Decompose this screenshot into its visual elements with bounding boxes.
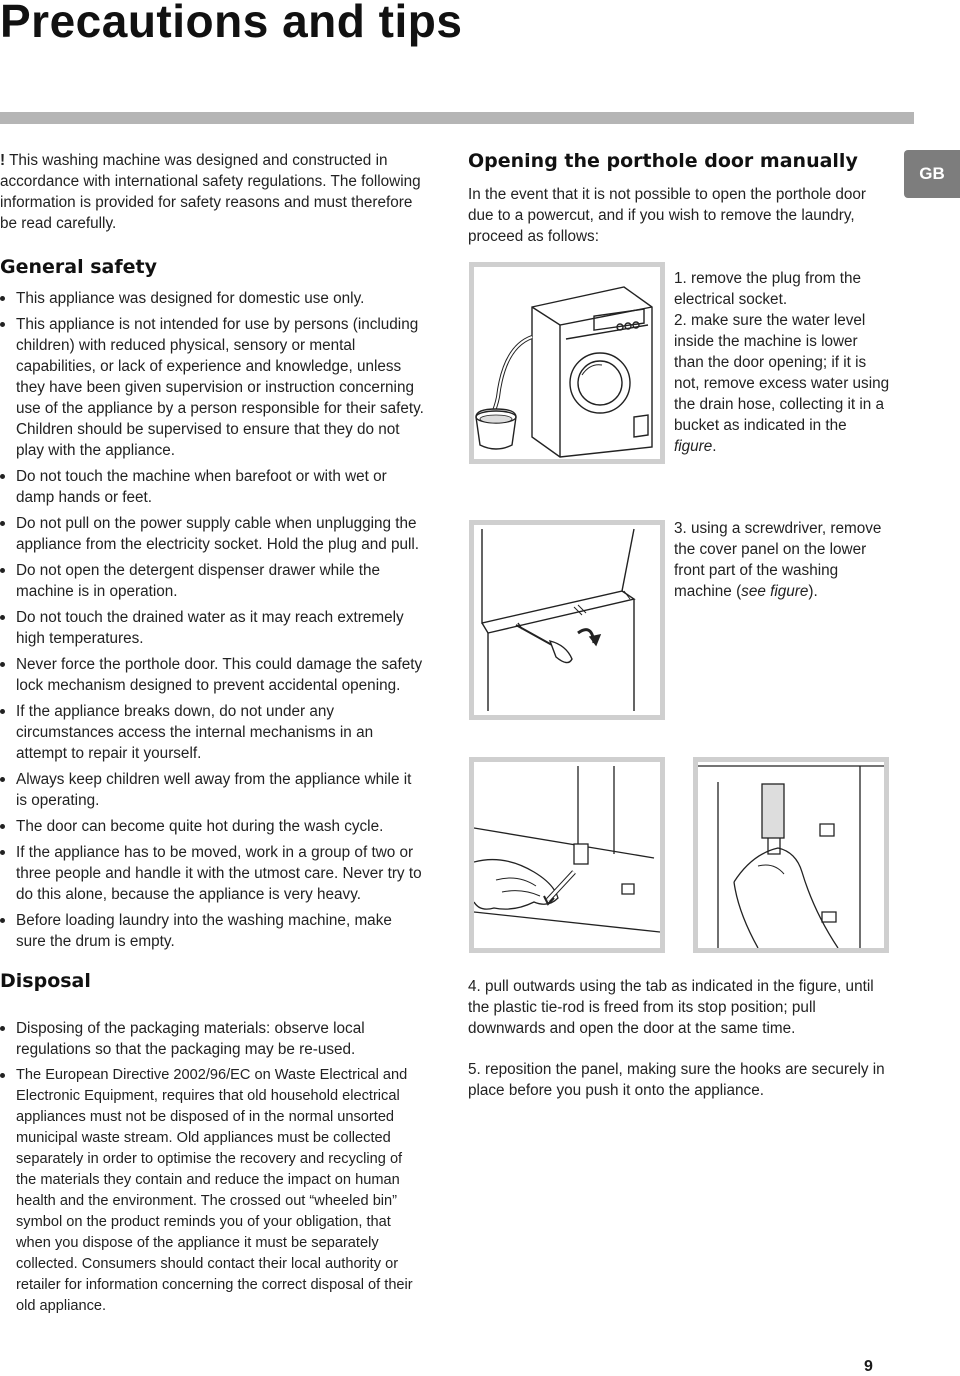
language-tab: GB xyxy=(904,150,960,198)
step-2-text: 2. make sure the water level inside the machine is lower than the door opening; if it is not, remove excess water using the drain hose, collecting it in a bucket as indicated in the xyxy=(674,312,890,434)
step-2 xyxy=(674,310,890,457)
step-3 xyxy=(674,518,886,602)
hand-pull-tab-illustration xyxy=(474,762,660,948)
list-item: Always keep children well away from the appliance while it is operating. xyxy=(0,769,424,811)
general-safety-list xyxy=(0,288,424,952)
step-3-figure-ref: see figure xyxy=(741,583,809,600)
list-item: Disposing of the packaging materials: observe local regulations so that the packaging may be re-used. xyxy=(0,1018,424,1060)
step-2-figure-ref: figure xyxy=(674,438,713,455)
step-3-end: ). xyxy=(808,583,818,600)
list-item: Do not touch the machine when barefoot or with wet or damp hands or feet. xyxy=(0,466,424,508)
list-item: Never force the porthole door. This could damage the safety lock mechanism designed to prevent accidental opening. xyxy=(0,654,424,696)
porthole-intro: In the event that it is not possible to open the porthole door due to a powercut, and if you wish to remove the laundry, proceed as follows: xyxy=(468,186,866,245)
list-item: Do not touch the drained water as it may reach extremely high temperatures. xyxy=(0,607,424,649)
hand-pull-down-illustration xyxy=(698,762,884,948)
intro-text: This washing machine was designed and constructed in accordance with international safety regulations. The following information is provided for safety reasons and must therefore be read carefully. xyxy=(0,152,421,232)
figure-pull-tab-right xyxy=(693,757,889,953)
step-3-text: 3. using a screwdriver, remove the cover panel on the lower front part of the washing machine ( xyxy=(674,520,882,600)
panel-screwdriver-illustration xyxy=(474,525,660,715)
list-item: If the appliance has to be moved, work in a group of two or three people and handle it with the utmost care. Never try to do this alone, because the appliance is very heavy. xyxy=(0,842,424,905)
warning-mark: ! xyxy=(0,152,6,169)
step-2-end: . xyxy=(712,438,717,455)
step-1: 1. remove the plug from the electrical socket. xyxy=(674,270,862,308)
figure-drain-hose-bucket xyxy=(469,262,665,464)
step-5: 5. reposition the panel, making sure the hooks are securely in place before you push it onto the appliance. xyxy=(468,1061,885,1099)
disposal-heading: Disposal xyxy=(0,970,91,992)
page-title: Precautions and tips xyxy=(0,0,463,47)
list-item: Do not open the detergent dispenser drawer while the machine is in operation. xyxy=(0,560,424,602)
left-column xyxy=(0,150,424,1322)
list-item: Before loading laundry into the washing machine, make sure the drum is empty. xyxy=(0,910,424,952)
washing-machine-illustration xyxy=(474,267,660,459)
step-4: 4. pull outwards using the tab as indicated in the figure, until the plastic tie-rod is freed from its stop position; pull downwards and open the door at the same time. xyxy=(468,978,874,1037)
general-safety-heading: General safety xyxy=(0,256,157,278)
figure-pull-tab-left xyxy=(469,757,665,953)
right-column xyxy=(468,150,892,247)
intro-paragraph xyxy=(0,150,424,234)
list-item: This appliance is not intended for use by persons (including children) with reduced physical, sensory or mental capabilities, or lack of experience and knowledge, unless they have been given supervision or instruction concerning use of the appliance by a person responsible for their safety. Children should be supervised to ensure that they do not play with the appliance. xyxy=(0,314,424,461)
disposal-list xyxy=(0,1018,424,1317)
list-item: This appliance was designed for domestic use only. xyxy=(0,288,424,309)
figure-remove-panel xyxy=(469,520,665,720)
title-divider-bar xyxy=(0,112,914,124)
page-number: 9 xyxy=(864,1358,873,1375)
list-item: The European Directive 2002/96/EC on Waste Electrical and Electronic Equipment, requires that old household electrical appliances must not be disposed of in the normal unsorted municipal waste stream. Old appliances must be collected separately in order to optimise the recovery and recycling of the materials they contain and reduce the impact on human health and the environment. The crossed out “wheeled bin” symbol on the product reminds you of your obligation, that when you dispose of the appliance it must be separately collected. Consumers should contact their local authority or retailer for information concerning the correct disposal of their old appliance. xyxy=(0,1065,424,1317)
list-item: The door can become quite hot during the wash cycle. xyxy=(0,816,424,837)
list-item: If the appliance breaks down, do not under any circumstances access the internal mechanisms in an attempt to repair it yourself. xyxy=(0,701,424,764)
porthole-heading: Opening the porthole door manually xyxy=(468,150,858,172)
list-item: Do not pull on the power supply cable when unplugging the appliance from the electricity socket. Hold the plug and pull. xyxy=(0,513,424,555)
